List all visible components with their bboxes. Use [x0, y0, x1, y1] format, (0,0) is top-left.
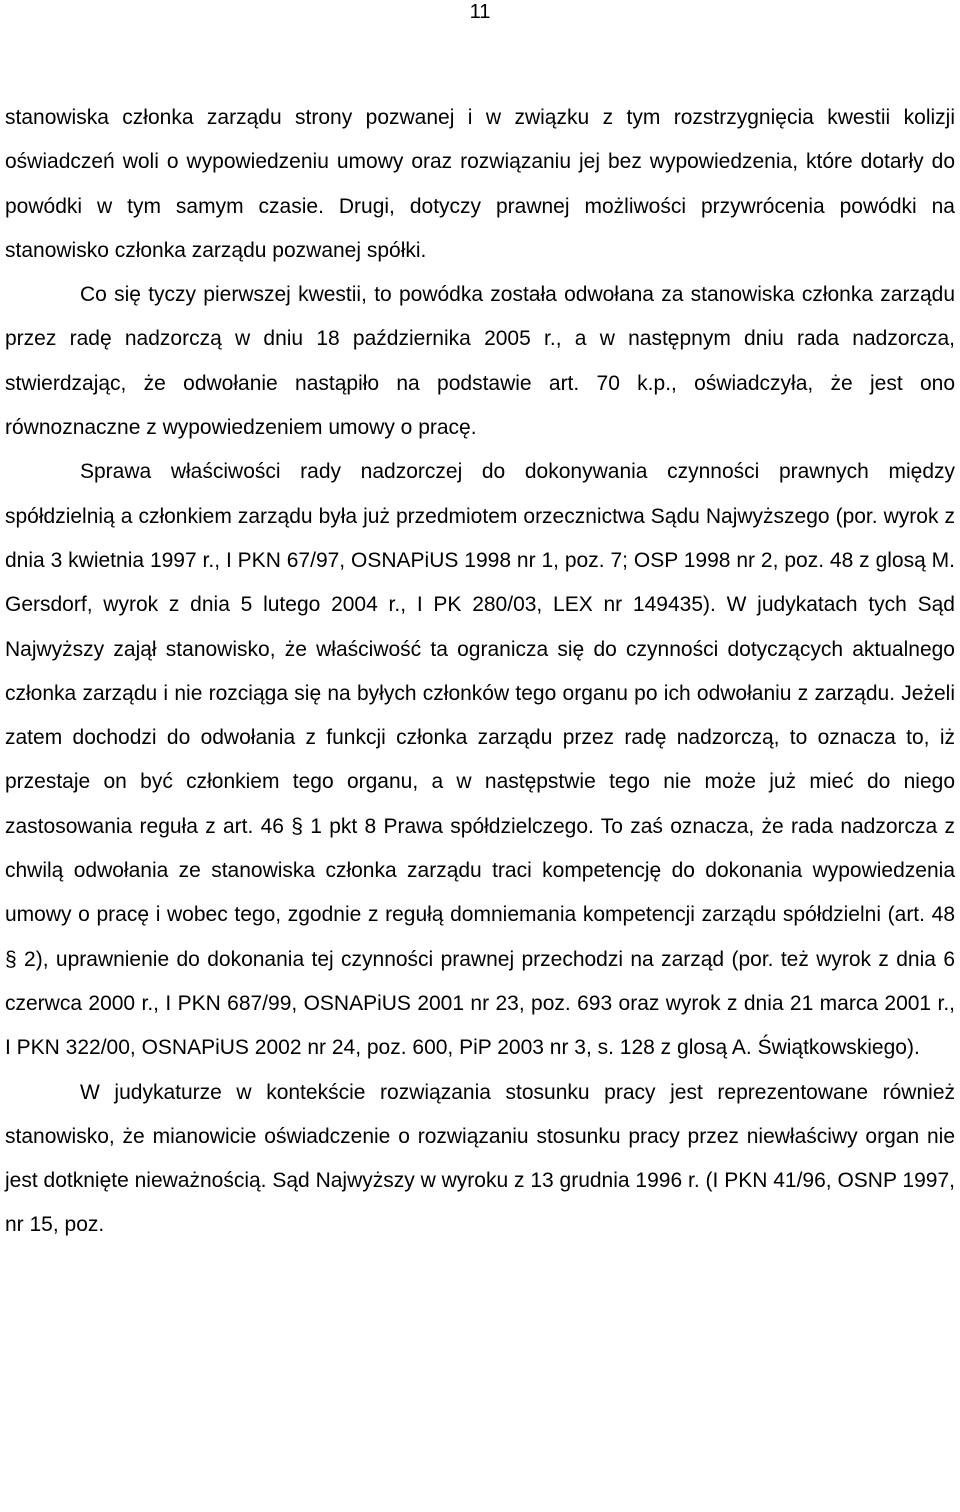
document-body	[5, 96, 955, 1248]
paragraph-case-law: W judykaturze w kontekście rozwiązania stosunku pracy jest reprezentowane również stanowisko, że mianowicie oświadczenie o rozwiązaniu stosunku pracy przez niewłaściwy organ nie jest dotknięte nieważnością. Sąd Najwyższy w wyroku z 13 grudnia 1996 r. (I PKN 41/96, OSNP 1997, nr 15, poz.	[5, 1080, 955, 1237]
paragraph-first-issue: Co się tyczy pierwszej kwestii, to powódka została odwołana za stanowiska członka zarządu przez radę nadzorczą w dniu 18 października 2005 r., a w następnym dniu rada nadzorcza, stwierdzając, że odwołanie nastąpiło na podstawie art. 70 k.p., oświadczyła, że jest ono równoznaczne z wypowiedzeniem umowy o pracę.	[5, 283, 955, 440]
paragraph-continuation: stanowiska członka zarządu strony pozwanej i w związku z tym rozstrzygnięcia kwestii kolizji oświadczeń woli o wypowiedzeniu umowy oraz rozwiązaniu jej bez wypowiedzenia, które dotarły do powódki w tym samym czasie. Drugi, dotyczy prawnej możliwości przywrócenia powódki na stanowisko członka zarządu pozwanej spółki.	[5, 106, 955, 262]
page-number: 11	[469, 1, 491, 23]
paragraph-supervisory-board-competence: Sprawa właściwości rady nadzorczej do dokonywania czynności prawnych między spółdzielnią a członkiem zarządu była już przedmiotem orzecznictwa Sądu Najwyższego (por. wyrok z dnia 3 kwietnia 1997 r., I PKN 67/97, OSNAPiUS 1998 nr 1, poz. 7; OSP 1998 nr 2, poz. 48 z glosą M. Gersdorf, wyrok z dnia 5 lutego 2004 r., I PK 280/03, LEX nr 149435). W judykatach tych Sąd Najwyższy zajął stanowisko, że właściwość ta ogranicza się do czynności dotyczących aktualnego członka zarządu i nie rozciąga się na byłych członków tego organu po ich odwołaniu z zarządu. Jeżeli zatem dochodzi do odwołania z funkcji członka zarządu przez radę nadzorczą, to oznacza to, iż przestaje on być członkiem tego organu, a w następstwie tego nie może już mieć do niego zastosowania reguła z art. 46 § 1 pkt 8 Prawa spółdzielczego. To zaś oznacza, że rada nadzorcza z chwilą odwołania ze stanowiska członka zarządu traci kompetencję do dokonania wypowiedzenia umowy o pracę i wobec tego, zgodnie z regułą domniemania kompetencji zarządu spółdzielni (art. 48 § 2), uprawnienie do dokonania tej czynności prawnej przechodzi na zarząd (por. też wyrok z dnia 6 czerwca 2000 r., I PKN 687/99, OSNAPiUS 2001 nr 23, poz. 693 oraz wyrok z dnia 21 marca 2001 r., I PKN 322/00, OSNAPiUS 2002 nr 24, poz. 600, PiP 2003 nr 3, s. 128 z glosą A. Świątkowskiego).	[5, 460, 955, 1060]
